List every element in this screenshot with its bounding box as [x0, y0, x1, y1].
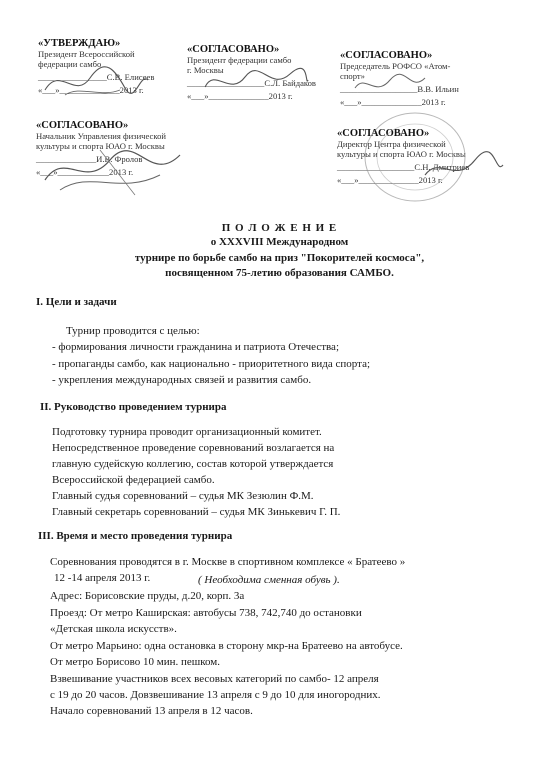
approval-title: «СОГЛАСОВАНО»: [36, 120, 129, 131]
approval-block-5: [337, 128, 469, 185]
text-line: Подготовку турнира проводит организационный комитет.: [52, 426, 322, 438]
text-line: - пропаганды самбо, как национально - приоритетного вида спорта;: [52, 358, 371, 370]
approval-line: федерации самбо: [38, 59, 102, 69]
approval-title: «СОГЛАСОВАНО»: [340, 50, 433, 61]
approval-line: «___»______________2013 г.: [38, 85, 144, 95]
approval-line: культуры и спорта ЮАО г. Москвы: [337, 149, 466, 159]
text-line: Взвешивание участников всех весовых категорий по самбо- 12 апреля: [50, 673, 379, 685]
approval-line: спорт»: [340, 71, 365, 81]
section-title: III. Время и место проведения турнира: [38, 530, 233, 542]
text-line: Всероссийской федерацией самбо.: [52, 474, 215, 486]
text-line: 12 -14 апреля 2013 г.: [54, 572, 151, 584]
approval-line: Начальник Управления физической: [36, 131, 166, 141]
approval-line: Директор Центра физической: [337, 139, 446, 149]
approval-line: ________________С.В. Елисеев: [38, 72, 155, 82]
approval-line: «___»______________2013 г.: [337, 175, 443, 185]
text-line: - укрепления международных связей и развития самбо.: [52, 374, 312, 386]
approval-line: культуры и спорта ЮАО г. Москвы: [36, 141, 165, 151]
approval-block-3: [340, 50, 459, 107]
approval-block-2: [187, 44, 316, 101]
section-title: I. Цели и задачи: [36, 296, 117, 308]
text-line: Начало соревнований 13 апреля в 12 часов.: [50, 705, 253, 717]
text-line: «Детская школа искусств».: [50, 623, 177, 635]
approval-title: «УТВЕРЖДАЮ»: [38, 38, 121, 49]
approval-line: «___»______________2013 г.: [340, 97, 446, 107]
doc-subtitle: посвященном 75-летию образования САМБО.: [165, 267, 394, 279]
text-line: Турнир проводится с целью:: [66, 325, 200, 337]
doc-title: П О Л О Ж Е Н И Е: [221, 222, 338, 234]
approval-block-1: [38, 38, 154, 95]
approval-title: «СОГЛАСОВАНО»: [187, 44, 280, 55]
text-line: - формирования личности гражданина и патриота Отечества;: [52, 341, 339, 353]
approval-line: Президент федерации самбо: [187, 55, 292, 65]
text-line: Главный секретарь соревнований – судья МК Зинькевич Г. П.: [52, 506, 341, 518]
approval-line: __________________В.В. Ильин: [340, 84, 459, 94]
approval-block-4: [36, 120, 166, 177]
approval-line: Председатель РОФСО «Атом-: [340, 61, 451, 71]
approval-line: Президент Всероссийской: [38, 49, 135, 59]
approval-line: «___»____________2013 г.: [36, 167, 134, 177]
text-line: От метро Марьино: одна остановка в сторону мкр-на Братеево на автобусе.: [50, 640, 403, 652]
text-line: От метро Борисово 10 мин. пешком.: [50, 656, 221, 668]
approval-line: __________________С.Н. Дмитриев: [337, 162, 470, 172]
approval-line: «___»______________2013 г.: [187, 91, 293, 101]
text-line: Адрес: Борисовские пруды, д.20, корп. 3а: [50, 590, 245, 602]
text-line: Проезд: От метро Каширская: автобусы 738, 742,740 до остановки: [50, 607, 362, 619]
text-line: Главный судья соревнований – судья МК Зезюлин Ф.М.: [52, 490, 314, 502]
section-title: II. Руководство проведением турнира: [40, 401, 227, 413]
doc-subtitle: о XXXVIII Международном: [210, 236, 349, 248]
text-line: Соревнования проводятся в г. Москве в спортивном комплексе « Братеево »: [50, 556, 406, 568]
text-line: главную судейскую коллегию, состав которой утверждается: [52, 458, 334, 470]
doc-subtitle: турнире по борьбе самбо на приз "Покорителей космоса",: [134, 252, 425, 264]
approval-line: г. Москвы: [187, 65, 224, 75]
text-line: Непосредственное проведение соревнований возлагается на: [52, 442, 335, 454]
text-line: ( Необходима сменная обувь ).: [198, 574, 340, 586]
approval-line: ______________И.В. Фролов: [36, 154, 143, 164]
approval-line: __________________С.Л. Байдаков: [187, 78, 316, 88]
approval-title: «СОГЛАСОВАНО»: [337, 128, 430, 139]
text-line: с 19 до 20 часов. Довзвешивание 13 апреля с 9 до 10 для иногородних.: [50, 689, 381, 701]
